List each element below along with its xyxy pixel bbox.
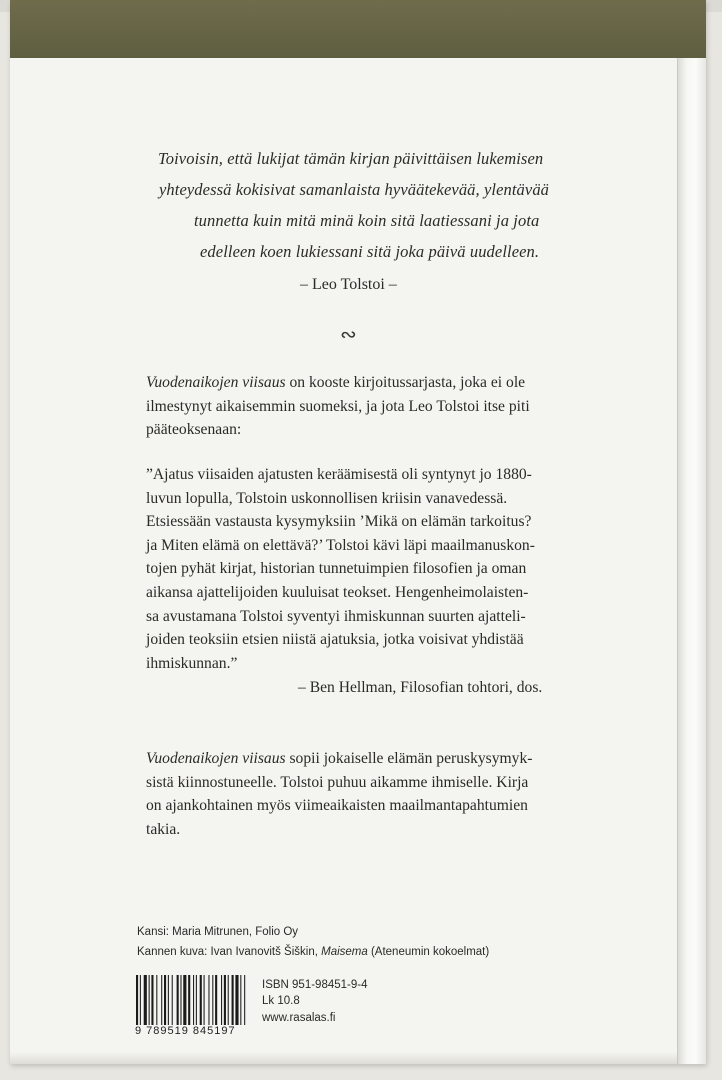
ornament-divider: ∾ — [340, 324, 357, 346]
quote-line: ”Ajatus viisaiden ajatusten keräämisestä oli syntynyt jo 1880- — [146, 466, 532, 483]
top-color-band — [10, 0, 706, 58]
cover-image-credit — [137, 946, 489, 958]
quote-attribution: – Leo Tolstoi – — [300, 276, 397, 293]
isbn: ISBN 951-98451-9-4 — [262, 979, 368, 991]
quote-line: edelleen koen lukiessani sitä joka päivä uudelleen. — [200, 242, 540, 261]
intro-text: pääteoksenaan: — [146, 421, 242, 439]
intro-text: ilmestynyt aikaisemmin suomeksi, ja jota Leo Tolstoi itse piti — [146, 397, 530, 415]
library-class: Lk 10.8 — [262, 995, 300, 1007]
closing-text: on ajankohtainen myös viimeaikaisten maailmantapahtumien — [146, 797, 528, 815]
quote-line: aikansa ajattelijoiden kuuluisat teokset. Hengenheimolaisten- — [146, 583, 529, 601]
quote-line: Toivoisin, että lukijat tämän kirjan päivittäisen lukemisen — [158, 149, 544, 168]
intro-text: on kooste kirjoitussarjasta, joka ei ole — [285, 374, 526, 391]
credit-text: Kannen kuva: Ivan Ivanovitš Šiškin, — [137, 946, 322, 958]
quote-line: ihmiskunnan.” — [146, 654, 238, 672]
barcode — [136, 975, 256, 1025]
closing-text: takia. — [146, 820, 181, 838]
quote-line: sa avustamana Tolstoi syventyi ihmiskunnan suurten ajatteli- — [146, 607, 526, 625]
bottom-edge — [10, 1052, 677, 1064]
quote-line: tunnetta kuin mitä minä koin sitä laatiessani ja jota — [194, 211, 540, 230]
closing-text: sistä kiinnostuneelle. Tolstoi puhuu aikamme ihmiselle. Kirja — [146, 773, 529, 791]
quote-line: yhteydessä kokisivat samanlaista hyväätekevää, ylentävää — [159, 180, 550, 199]
closing-paragraph — [146, 747, 616, 841]
closing-text: sopii jokaiselle elämän peruskysymyk- — [285, 750, 533, 767]
book-title: Vuodenaikojen viisaus — [146, 374, 286, 391]
hellman-quote — [146, 463, 616, 675]
cover-credit: Kansi: Maria Mitrunen, Folio Oy — [137, 926, 299, 938]
credit-text: (Ateneumin kokoelmat) — [367, 946, 490, 958]
barcode-number: 9 789519 845197 — [135, 1025, 236, 1037]
publisher-website: www.rasalas.fi — [262, 1012, 336, 1024]
hellman-attribution: – Ben Hellman, Filosofian tohtori, dos. — [298, 679, 543, 696]
quote-line: Etsiessään vastausta kysymyksiin ’Mikä on elämän tarkoitus? — [146, 513, 532, 531]
quote-line: joiden teoksiin etsien niistä ajatuksia, jotka voisivat yhdistää — [146, 631, 524, 649]
intro-paragraph — [146, 371, 616, 442]
quote-line: luvun lopulla, Tolstoin uskonnollisen kriisin vanavedessä. — [146, 489, 508, 507]
painting-title: Maisema — [321, 946, 368, 958]
book-title: Vuodenaikojen viisaus — [146, 750, 286, 767]
quote-line: tojen pyhät kirjat, historian tunnetuimpien filosofien ja oman — [146, 560, 527, 578]
book-spine-edge — [677, 58, 706, 1064]
quote-line: ja Miten elämä on elettävä?’ Tolstoi kävi läpi maailmanuskon- — [146, 536, 535, 554]
